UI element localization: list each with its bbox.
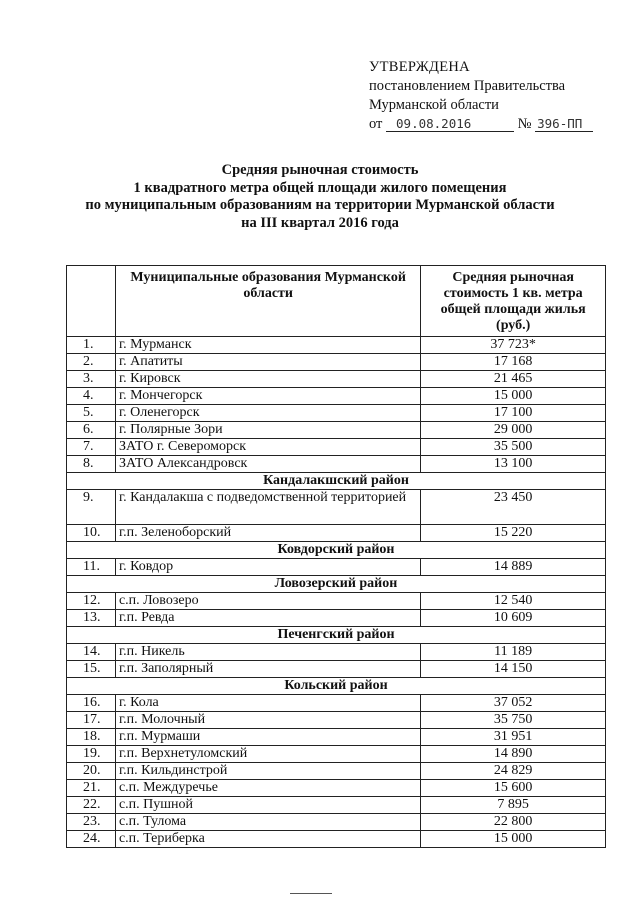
row-price: 35 500 bbox=[421, 439, 606, 456]
row-municipality: ЗАТО Александровск bbox=[115, 456, 420, 473]
row-number: 7. bbox=[67, 439, 116, 456]
section-title: Кольский район bbox=[67, 678, 606, 695]
row-municipality: г.п. Заполярный bbox=[115, 661, 420, 678]
row-number: 18. bbox=[67, 729, 116, 746]
table-row bbox=[67, 405, 606, 422]
section-row bbox=[67, 627, 606, 644]
row-price: 15 220 bbox=[421, 525, 606, 542]
row-price: 15 600 bbox=[421, 780, 606, 797]
row-municipality: г. Апатиты bbox=[115, 354, 420, 371]
approval-number: 396-ПП bbox=[535, 116, 593, 132]
row-municipality: г. Кола bbox=[115, 695, 420, 712]
row-number: 23. bbox=[67, 814, 116, 831]
table-row bbox=[67, 661, 606, 678]
table-row bbox=[67, 525, 606, 542]
title-line-1: Средняя рыночная стоимость bbox=[221, 162, 419, 178]
table-row bbox=[67, 746, 606, 763]
table-row bbox=[67, 814, 606, 831]
row-price: 37 052 bbox=[421, 695, 606, 712]
row-price: 37 723* bbox=[421, 337, 606, 354]
row-price: 23 450 bbox=[421, 490, 606, 525]
row-number: 11. bbox=[67, 559, 116, 576]
table-row bbox=[67, 388, 606, 405]
header-municipality: Муниципальные образования Мурманской области bbox=[115, 266, 420, 337]
table-row bbox=[67, 780, 606, 797]
row-price: 15 000 bbox=[421, 388, 606, 405]
row-price: 12 540 bbox=[421, 593, 606, 610]
header-number bbox=[67, 266, 116, 337]
price-table bbox=[66, 265, 606, 848]
row-number: 4. bbox=[67, 388, 116, 405]
table-row bbox=[67, 763, 606, 780]
number-label: № bbox=[517, 116, 532, 132]
title-line-2: 1 квадратного метра общей площади жилого помещения bbox=[133, 179, 507, 196]
row-municipality: г.п. Кильдинстрой bbox=[115, 763, 420, 780]
row-number: 14. bbox=[67, 644, 116, 661]
row-municipality: г.п. Верхнетуломский bbox=[115, 746, 420, 763]
row-municipality: с.п. Ловозеро bbox=[115, 593, 420, 610]
row-number: 1. bbox=[67, 337, 116, 354]
row-price: 10 609 bbox=[421, 610, 606, 627]
table-row bbox=[67, 593, 606, 610]
row-number: 15. bbox=[67, 661, 116, 678]
row-municipality: с.п. Междуречье bbox=[115, 780, 420, 797]
row-number: 3. bbox=[67, 371, 116, 388]
row-municipality: г. Кандалакша с подведомственной территорией bbox=[115, 490, 420, 525]
row-municipality: г. Мурманск bbox=[115, 337, 420, 354]
row-municipality: г.п. Зеленоборский bbox=[115, 525, 420, 542]
approval-date-number bbox=[369, 115, 593, 134]
row-municipality: г. Ковдор bbox=[115, 559, 420, 576]
table-row bbox=[67, 354, 606, 371]
row-municipality: с.п. Тулома bbox=[115, 814, 420, 831]
table-row bbox=[67, 439, 606, 456]
approval-region: Мурманской области bbox=[369, 97, 499, 113]
row-number: 5. bbox=[67, 405, 116, 422]
row-municipality: с.п. Пушной bbox=[115, 797, 420, 814]
document-title bbox=[0, 162, 640, 232]
row-municipality: г.п. Мурмаши bbox=[115, 729, 420, 746]
table-row bbox=[67, 644, 606, 661]
row-number: 17. bbox=[67, 712, 116, 729]
row-price: 15 000 bbox=[421, 831, 606, 848]
row-municipality: с.п. Териберка bbox=[115, 831, 420, 848]
row-price: 14 889 bbox=[421, 559, 606, 576]
table-row bbox=[67, 610, 606, 627]
row-municipality: г. Полярные Зори bbox=[115, 422, 420, 439]
row-number: 24. bbox=[67, 831, 116, 848]
row-number: 21. bbox=[67, 780, 116, 797]
table-row bbox=[67, 337, 606, 354]
row-number: 8. bbox=[67, 456, 116, 473]
header-price: Средняя рыночная стоимость 1 кв. метра общей площади жилья (руб.) bbox=[421, 266, 606, 337]
table-row bbox=[67, 797, 606, 814]
row-number: 6. bbox=[67, 422, 116, 439]
section-row bbox=[67, 678, 606, 695]
table-row bbox=[67, 490, 606, 525]
row-municipality: г.п. Ревда bbox=[115, 610, 420, 627]
table-row bbox=[67, 831, 606, 848]
row-number: 22. bbox=[67, 797, 116, 814]
row-municipality: г. Мончегорск bbox=[115, 388, 420, 405]
row-price: 31 951 bbox=[421, 729, 606, 746]
approval-block bbox=[369, 58, 593, 134]
table-header-row bbox=[67, 266, 606, 337]
row-price: 24 829 bbox=[421, 763, 606, 780]
table-row bbox=[67, 371, 606, 388]
row-price: 21 465 bbox=[421, 371, 606, 388]
row-number: 12. bbox=[67, 593, 116, 610]
section-title: Ковдорский район bbox=[67, 542, 606, 559]
row-price: 17 100 bbox=[421, 405, 606, 422]
row-number: 19. bbox=[67, 746, 116, 763]
row-number: 2. bbox=[67, 354, 116, 371]
section-row bbox=[67, 542, 606, 559]
title-line-4: на III квартал 2016 года bbox=[241, 214, 399, 231]
row-price: 17 168 bbox=[421, 354, 606, 371]
row-municipality: г.п. Молочный bbox=[115, 712, 420, 729]
section-title: Печенгский район bbox=[67, 627, 606, 644]
approval-title: УТВЕРЖДЕНА bbox=[369, 59, 470, 75]
footer-rule bbox=[290, 893, 332, 894]
row-number: 20. bbox=[67, 763, 116, 780]
table-row bbox=[67, 712, 606, 729]
table-body bbox=[67, 337, 606, 848]
table-row bbox=[67, 559, 606, 576]
row-price: 35 750 bbox=[421, 712, 606, 729]
section-title: Кандалакшский район bbox=[67, 473, 606, 490]
row-number: 13. bbox=[67, 610, 116, 627]
row-number: 9. bbox=[67, 490, 116, 525]
row-price: 29 000 bbox=[421, 422, 606, 439]
section-row bbox=[67, 576, 606, 593]
row-municipality: г.п. Никель bbox=[115, 644, 420, 661]
row-price: 22 800 bbox=[421, 814, 606, 831]
approval-issuer: постановлением Правительства bbox=[369, 78, 566, 94]
table-row bbox=[67, 729, 606, 746]
section-title: Ловозерский район bbox=[67, 576, 606, 593]
row-price: 14 150 bbox=[421, 661, 606, 678]
table-row bbox=[67, 456, 606, 473]
row-municipality: г. Кировск bbox=[115, 371, 420, 388]
row-number: 16. bbox=[67, 695, 116, 712]
approval-date: 09.08.2016 bbox=[386, 116, 514, 132]
row-price: 7 895 bbox=[421, 797, 606, 814]
row-price: 13 100 bbox=[421, 456, 606, 473]
row-price: 11 189 bbox=[421, 644, 606, 661]
title-line-3: по муниципальным образованиям на территории Мурманской области bbox=[85, 197, 555, 213]
row-municipality: ЗАТО г. Североморск bbox=[115, 439, 420, 456]
table-row bbox=[67, 695, 606, 712]
row-number: 10. bbox=[67, 525, 116, 542]
row-price: 14 890 bbox=[421, 746, 606, 763]
row-municipality: г. Оленегорск bbox=[115, 405, 420, 422]
from-label: от bbox=[369, 116, 383, 132]
table-row bbox=[67, 422, 606, 439]
section-row bbox=[67, 473, 606, 490]
